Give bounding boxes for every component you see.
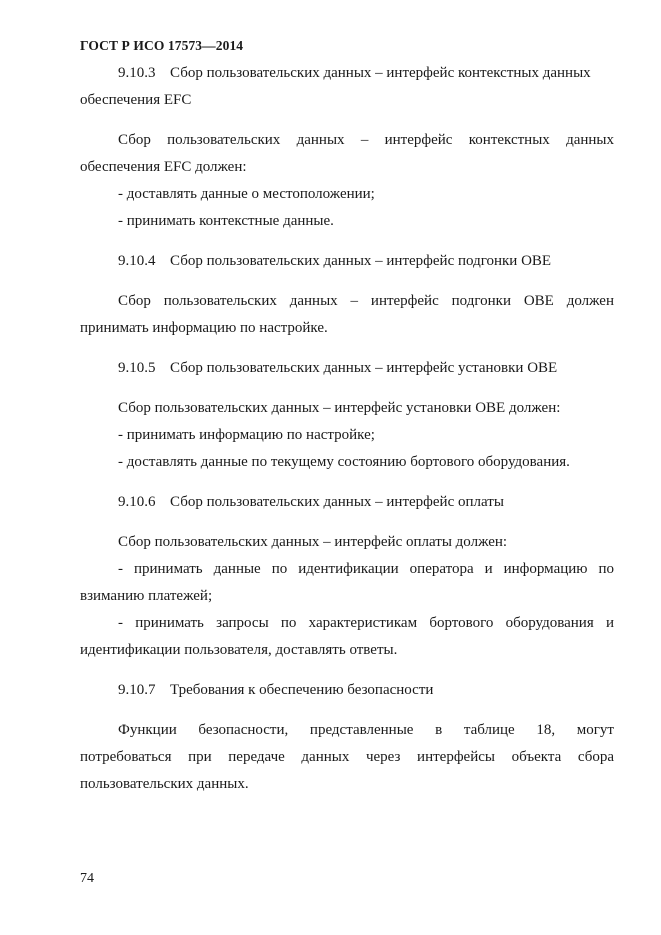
paragraph-line: Сбор пользовательских данных – интерфейс подгонки OBE должен [118,293,614,309]
paragraph-line: Сбор пользовательских данных – интерфейс оплаты должен: [118,534,508,550]
document-body [80,60,614,798]
section-number: 9.10.7 [118,682,156,698]
list-item-continuation: взиманию платежей; [80,588,213,604]
section-title: Сбор пользовательских данных – интерфейс оплаты [170,494,504,510]
page-number: 74 [80,871,94,886]
section-9-10-5 [80,355,614,476]
paragraph-line: Сбор пользовательских данных – интерфейс контекстных данных [118,132,614,148]
list-item: - доставлять данные о местоположении; [118,186,375,202]
document-header: ГОСТ Р ИСО 17573—2014 [80,38,244,53]
list-item: - доставлять данные по текущему состоянию бортового оборудования. [118,454,570,470]
section-title: Сбор пользовательских данных – интерфейс установки OBE [170,360,558,376]
section-heading [80,355,614,382]
paragraph-line: Функции безопасности, представленные в таблице 18, могут [118,722,614,738]
paragraph-line: пользовательских данных. [80,776,249,792]
list-item: - принимать контекстные данные. [118,213,334,229]
list-item: - принимать запросы по характеристикам бортового оборудования и [118,615,614,631]
paragraph-line: потребоваться при передаче данных через интерфейсы объекта сбора [80,749,614,765]
section-9-10-4 [80,248,614,342]
paragraph-line: обеспечения EFC должен: [80,159,247,175]
section-number: 9.10.4 [118,253,156,269]
list-item: - принимать информацию по настройке; [118,427,375,443]
section-heading [80,677,614,704]
section-9-10-6 [80,489,614,664]
list-item-continuation: идентификации пользователя, доставлять ответы. [80,642,398,658]
section-number: 9.10.3 [118,65,156,81]
section-title: Сбор пользовательских данных – интерфейс контекстных данных [170,65,591,81]
list-item: - принимать данные по идентификации оператора и информацию по [118,561,614,577]
paragraph-line: Сбор пользовательских данных – интерфейс установки OBE должен: [118,400,561,416]
section-title: Сбор пользовательских данных – интерфейс подгонки OBE [170,253,552,269]
section-9-10-7 [80,677,614,798]
section-heading [80,60,614,87]
section-heading [80,248,614,275]
section-title-continuation: обеспечения EFC [80,92,192,108]
paragraph-line: принимать информацию по настройке. [80,320,328,336]
section-title: Требования к обеспечению безопасности [170,682,434,698]
section-heading [80,489,614,516]
section-number: 9.10.6 [118,494,156,510]
section-9-10-3 [80,60,614,235]
section-number: 9.10.5 [118,360,156,376]
